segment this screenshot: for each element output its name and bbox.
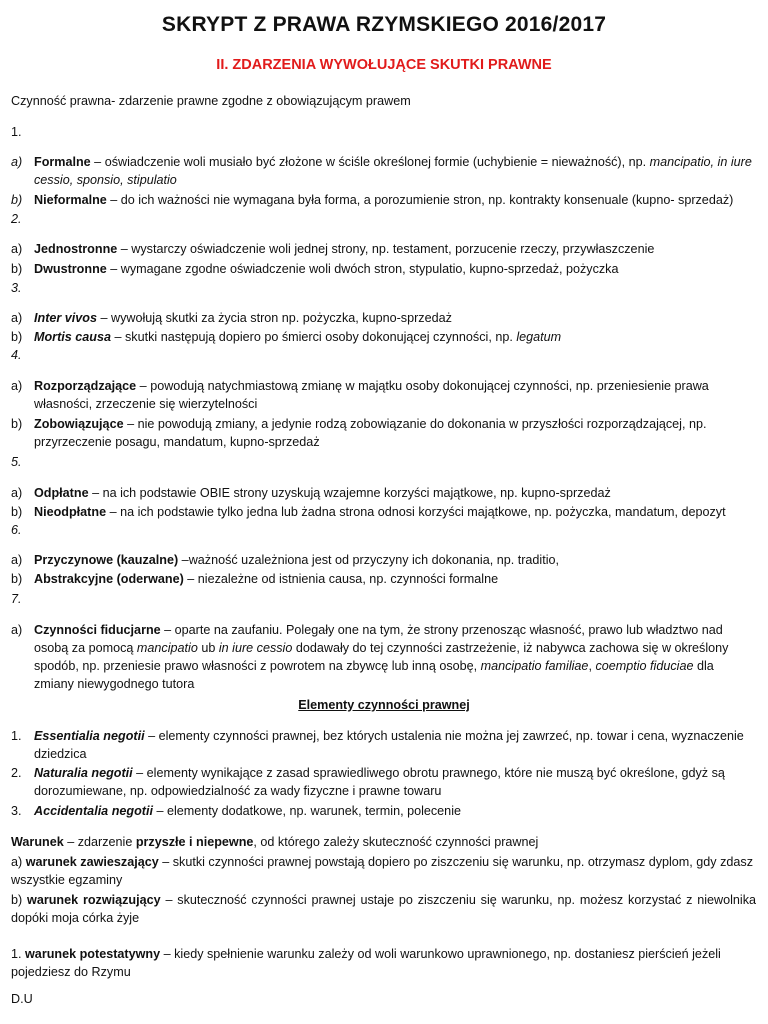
item-text: – nie powodują zmiany, a jedynie rodzą zobowiązanie do dokonania w przyszłości rozporządzającej, np. przyrzeczenie posagu, mandatum, kupno-sprzedaż — [34, 417, 707, 449]
elements-heading: Elementy czynności prawnej — [298, 698, 470, 712]
item-text: –ważność uzależniona jest od przyczyny ich dokonania, np. traditio, — [178, 553, 560, 567]
item-text: dla zmiany niewygodnego tutora — [34, 659, 714, 691]
item-label: b) — [11, 262, 23, 276]
item-label: a) — [11, 242, 23, 256]
item-text: – elementy czynności prawnej, bez których ustalenia nie można jej zawrzeć, np. towar i cena, wyznaczenie dziedzica — [34, 729, 744, 761]
item-term: warunek potestatywny — [25, 947, 161, 961]
item-text: – elementy wynikające z zasad sprawiedliwego obrotu prawnego, które nie muszą być określone, gdyż są dorozumiewane, np. odpowiedzialność za wady fizyczne i prawne towaru — [34, 766, 725, 798]
item-term: Czynności fiducjarne — [34, 623, 161, 637]
item-label: a) — [11, 855, 26, 869]
item-text: – niezależne od istnienia causa, np. czynności formalne — [183, 572, 499, 586]
item-label: a) — [11, 155, 23, 169]
item-label: b) — [11, 330, 23, 344]
item-text: – skutki następują dopiero po śmierci osoby dokonującej czynności, np. — [111, 330, 517, 344]
item-term: warunek zawieszający — [25, 855, 159, 869]
item-label: 1. — [11, 947, 26, 961]
item-label: a) — [11, 486, 23, 500]
warunek-item — [11, 945, 756, 981]
term-bold: przyszłe i niepewne — [135, 835, 254, 849]
item-label: b) — [11, 893, 28, 907]
section-number: 4. — [11, 348, 22, 362]
item-text-italic: mancipatio familiae — [480, 659, 589, 673]
item-label: b) — [11, 505, 23, 519]
item-label: 3. — [11, 804, 22, 818]
item-text: dodawały do tej czynności zastrzeżenie, iż nabywca zachowa się w określony spodób, np. przeniesie prawo własności z powrotem na zbywcę lub inną osobę, — [34, 641, 729, 673]
item-text: – wywołują skutki za życia stron np. pożyczka, kupno-sprzedaż — [97, 311, 452, 325]
item-text-italic: mancipatio, in iure cessio, sponsio, stipulatio — [34, 155, 752, 187]
item-term: Inter vivos — [34, 311, 97, 325]
item-text: – skuteczność czynności prawnej ustaje po ziszczeniu się warunku, np. możesz korzystać z niewolnika dopóki moja córka żyje — [11, 893, 756, 925]
text: – zdarzenie — [63, 835, 136, 849]
section-subtitle: II. ZDARZENIA WYWOŁUJĄCE SKUTKI PRAWNE — [216, 57, 552, 73]
item-label: a) — [11, 379, 23, 393]
item-term: Naturalia negotii — [34, 766, 133, 780]
item-term: Dwustronne — [34, 262, 107, 276]
item-text: – elementy dodatkowe, np. warunek, termin, polecenie — [152, 804, 461, 818]
item-term: Zobowiązujące — [34, 417, 124, 431]
section-number: 3. — [11, 281, 22, 295]
warunek-item — [11, 853, 756, 889]
text: , od którego zależy skuteczność czynności prawnej — [253, 835, 539, 849]
warunek-definition — [11, 833, 756, 851]
item-text: – skutki czynności prawnej powstają dopiero po ziszczeniu się warunku, np. otrzymasz dyplom, gdy zdasz wszystkie egzaminy — [11, 855, 753, 887]
item-term: Nieodpłatne — [34, 505, 107, 519]
item-label: a) — [11, 623, 23, 637]
item-text: – wystarczy oświadczenie woli jednej strony, np. testament, porzucenie rzeczy, przywłaszczenie — [117, 242, 655, 256]
item-text: – wymagane zgodne oświadczenie woli dwóch stron, stypulatio, kupno-sprzedaż, pożyczka — [106, 262, 619, 276]
item-term: Formalne — [34, 155, 91, 169]
item-label: 1. — [11, 729, 22, 743]
warunek-item — [11, 891, 756, 927]
section-number: 6. — [11, 523, 22, 537]
item-text-italic: mancipatio — [136, 641, 198, 655]
item-text-italic: in iure cessio — [218, 641, 293, 655]
item-term: Nieformalne — [34, 193, 107, 207]
section-number: 7. — [11, 592, 22, 606]
item-term: Accidentalia negotii — [34, 804, 153, 818]
item-term: Przyczynowe (kauzalne) — [34, 553, 179, 567]
item-term: Mortis causa — [34, 330, 111, 344]
item-text: – oświadczenie woli musiało być złożone w ściśle określonej formie (uchybienie = nieważność), np. — [90, 155, 650, 169]
item-label: a) — [11, 553, 23, 567]
item-text-italic: legatum — [516, 330, 562, 344]
item-text: ub — [197, 641, 219, 655]
item-label: b) — [11, 572, 23, 586]
item-text: , — [588, 659, 596, 673]
item-term: Rozporządzające — [34, 379, 137, 393]
item-text: – powodują natychmiastową zmianę w majątku osoby dokonującej czynności, np. przeniesienie prawa własności, zrzeczenie się wierzytelności — [34, 379, 709, 411]
item-text: – do ich ważności nie wymagana była forma, a porozumienie stron, np. kontrakty konsenuale (kupno- sprzedaż) — [106, 193, 734, 207]
intro-definition: Czynność prawna- zdarzenie prawne zgodne z obowiązującym prawem — [11, 94, 411, 108]
item-term: warunek rozwiązujący — [27, 893, 161, 907]
term-bold: Warunek — [11, 835, 64, 849]
footer-initials: D.U — [11, 992, 33, 1006]
item-text: – na ich podstawie OBIE strony uzyskują wzajemne korzyści majątkowe, np. kupno-sprzedaż — [88, 486, 611, 500]
item-term: Abstrakcyjne (oderwane) — [34, 572, 184, 586]
item-text-italic: coemptio fiduciae — [595, 659, 694, 673]
item-text: – na ich podstawie tylko jedna lub żadna strona odnosi korzyści majątkowe, np. pożyczka, mandatum, depozyt — [106, 505, 726, 519]
item-term: Essentialia negotii — [34, 729, 145, 743]
item-term: Odpłatne — [34, 486, 89, 500]
section-number: 1. — [11, 125, 22, 139]
item-label: b) — [11, 417, 23, 431]
item-label: b) — [11, 193, 23, 207]
item-term: Jednostronne — [34, 242, 118, 256]
document-title: SKRYPT Z PRAWA RZYMSKIEGO 2016/2017 — [161, 13, 607, 36]
section-number: 5. — [11, 455, 22, 469]
item-label: a) — [11, 311, 23, 325]
section-number: 2. — [11, 212, 22, 226]
item-text: – kiedy spełnienie warunku zależy od woli warunkowo uprawnionego, np. dostaniesz pierścień jeżeli pojedziesz do Rzymu — [11, 947, 721, 979]
item-label: 2. — [11, 766, 22, 780]
item-text: – oparte na zaufaniu. Polegały one na tym, że strony przenosząc własność, prawo lub władztwo nad osobą za pomocą — [34, 623, 723, 655]
